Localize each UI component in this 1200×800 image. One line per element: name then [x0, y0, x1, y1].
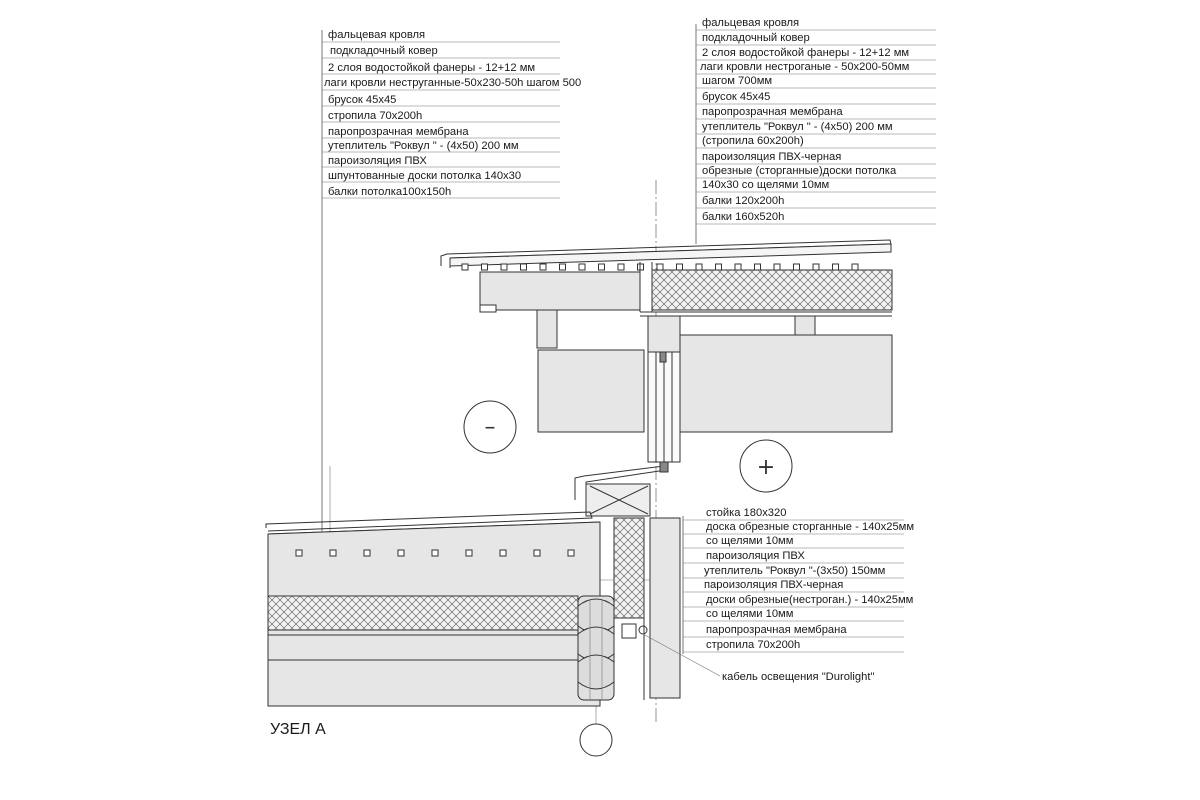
wall-labels [704, 507, 914, 651]
wall-label: паропрозрачная мембрана [706, 624, 847, 636]
batten [521, 264, 527, 270]
batten [599, 264, 605, 270]
roof-left-label: стропила 70х200h [328, 110, 423, 122]
roof-left-label: подкладочный ковер [330, 45, 438, 57]
wall-label: доска обрезные сторганные - 140х25мм [706, 521, 915, 533]
minus-symbol-circle [464, 401, 516, 453]
batten [618, 264, 624, 270]
batten [432, 550, 438, 556]
wall-label: пароизоляция ПВХ-черная [704, 579, 844, 591]
roof-right-label: паропрозрачная мембрана [702, 106, 843, 118]
node-reference-circle [580, 724, 612, 756]
wall-label: доски обрезные(нестроган.) - 140х25мм [706, 594, 914, 606]
batten [696, 264, 702, 270]
roof-right-label: балки 120х200h [702, 195, 785, 207]
batten [296, 550, 302, 556]
wall-label: со щелями 10мм [706, 535, 794, 547]
roof-left-label: балки потолка100х150h [328, 186, 452, 198]
batten [462, 264, 468, 270]
batten [813, 264, 819, 270]
roof-left-label: пароизоляция ПВХ [328, 155, 427, 167]
batten [330, 550, 336, 556]
batten [755, 264, 761, 270]
roof-right-label: шагом 700мм [702, 75, 773, 87]
batten [852, 264, 858, 270]
batten [833, 264, 839, 270]
batten [466, 550, 472, 556]
roof-left-label: 2 слоя водостойкой фанеры - 12+12 мм [328, 62, 536, 74]
roof-right-label: фальцевая кровля [702, 17, 800, 29]
roof-right-label: балки 160х520h [702, 211, 785, 223]
log-wall [578, 596, 614, 700]
roof-left-label: утеплитель "Роквул " - (4х50) 200 мм [328, 140, 519, 152]
cable-label: кабель освещения "Durolight" [722, 671, 875, 683]
batten [364, 550, 370, 556]
batten [716, 264, 722, 270]
roof-left-label: паропрозрачная мембрана [328, 126, 469, 138]
wall-label: пароизоляция ПВХ [706, 550, 805, 562]
wall-label: утеплитель "Роквул "-(3х50) 150мм [704, 565, 886, 577]
roof-right-label: обрезные (сторганные)доски потолка [702, 165, 897, 177]
minus-symbol: – [484, 415, 496, 440]
batten [677, 264, 683, 270]
roof-left-label: фальцевая кровля [328, 29, 426, 41]
batten [540, 264, 546, 270]
batten [560, 264, 566, 270]
roof-right-label: 140х30 со щелями 10мм [702, 179, 830, 191]
cable-icon [639, 626, 647, 634]
wall-label: со щелями 10мм [706, 608, 794, 620]
batten [500, 550, 506, 556]
roof-left-label: шпунтованные доски потолка 140х30 [328, 170, 522, 182]
roof-right-label: лаги кровли нестроганые - 50х200-50мм [700, 61, 910, 73]
roof-left-labels [324, 29, 581, 198]
batten [579, 264, 585, 270]
batten [657, 264, 663, 270]
node-title: УЗЕЛ А [270, 721, 326, 738]
batten [482, 264, 488, 270]
roof-right-label: 2 слоя водостойкой фанеры - 12+12 мм [702, 47, 910, 59]
batten [534, 550, 540, 556]
wall-label: стропила 70х200h [706, 639, 801, 651]
batten [568, 550, 574, 556]
roof-battens [462, 264, 858, 270]
batten [735, 264, 741, 270]
batten [774, 264, 780, 270]
roof-right-label: утеплитель "Роквул " - (4х50) 200 мм [702, 121, 893, 133]
batten [501, 264, 507, 270]
wall-label: стойка 180х320 [706, 507, 787, 519]
roof-left-label: брусок 45х45 [328, 94, 397, 106]
plus-symbol: + [756, 455, 776, 480]
lower-roof-section [266, 462, 720, 706]
roof-left-label: лаги кровли неструганные-50х230-50h шагом 500 [324, 77, 582, 89]
roof-right-label: подкладочный ковер [702, 32, 810, 44]
batten [398, 550, 404, 556]
roof-right-label: брусок 45х45 [702, 91, 771, 103]
roof-right-label: (стропила 60х200h) [702, 135, 804, 147]
roof-right-label: пароизоляция ПВХ-черная [702, 151, 842, 163]
plus-symbol-circle [740, 440, 792, 492]
batten [794, 264, 800, 270]
